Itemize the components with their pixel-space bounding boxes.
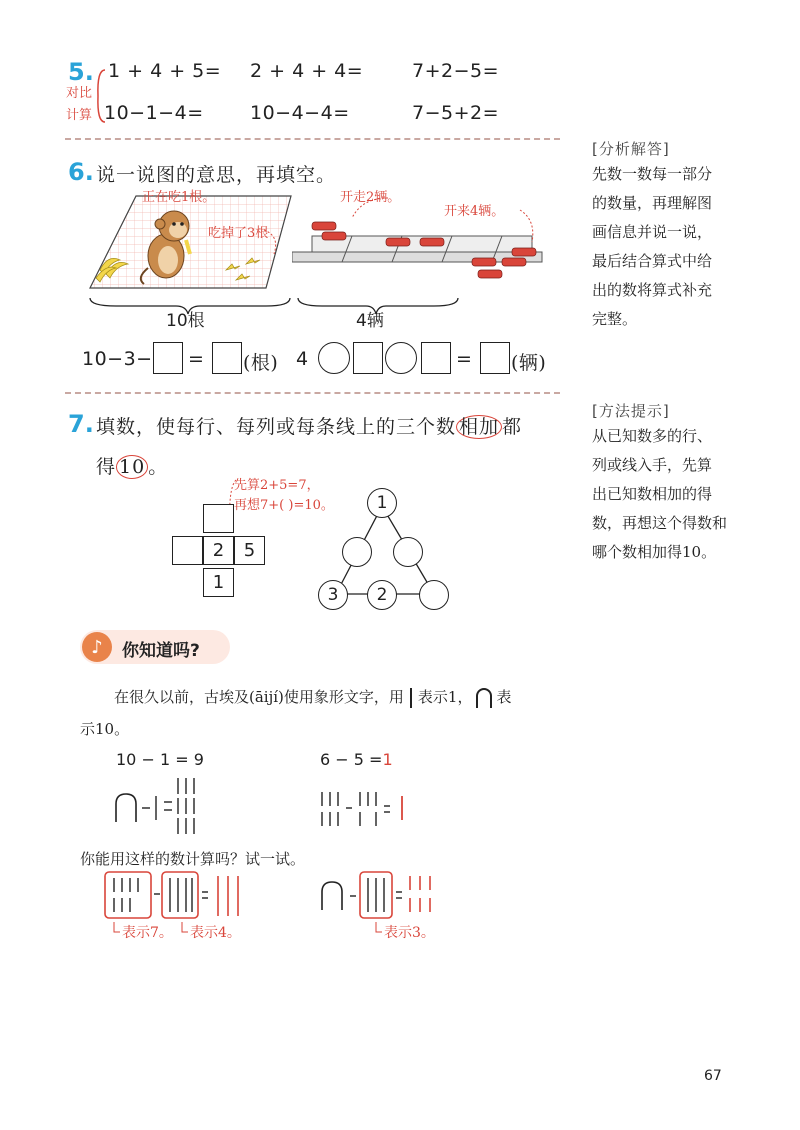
example-eq2-text: 6 − 5 = — [320, 750, 383, 769]
q7-hint-line1: 先算2+5=7， — [234, 478, 320, 493]
q5-expr-3: 7+2−5= — [412, 60, 500, 82]
know-text: 在很久以前，古埃及(āijí)使用象形文字，用 — [114, 688, 404, 706]
q7-prompt-line1 — [96, 412, 522, 439]
q5-note-compare: 对比 — [66, 86, 93, 101]
side2-line: 数，再想这个得数和 — [592, 514, 728, 532]
triangle-node-top: 1 — [367, 488, 397, 518]
side1-line: 完整。 — [592, 310, 638, 328]
circled-word: 相加 — [456, 415, 502, 439]
brace-label-4: 4辆 — [356, 311, 384, 331]
arch-glyph — [476, 688, 492, 708]
label-left: 开走2辆。 — [340, 190, 401, 205]
q5-expr-4: 10−1−4= — [104, 102, 204, 124]
eq1-unit: (根) — [243, 352, 279, 374]
practice-1-glyphs — [104, 870, 252, 922]
brace-label-10: 10根 — [166, 311, 205, 331]
divider-1 — [65, 138, 560, 140]
side1-line: 的数量，再理解图 — [592, 194, 713, 212]
triangle-node-empty[interactable] — [342, 537, 372, 567]
side2-line: 从已知数多的行、 — [592, 427, 713, 445]
answer-box[interactable] — [480, 342, 510, 374]
answer-box[interactable] — [421, 342, 451, 374]
triangle-node-mid: 2 — [367, 580, 397, 610]
label-came: 开来4辆。 — [444, 204, 505, 219]
q7-prompt-line2 — [96, 452, 168, 479]
q6-prompt: 说一说图的意思，再填空。 — [96, 164, 337, 186]
q5-expr-6: 7−5+2= — [412, 102, 500, 124]
side1-line: 出的数将算式补充 — [592, 281, 713, 299]
stroke-glyph — [410, 688, 412, 708]
label-ate: 吃掉了3根 — [208, 226, 269, 241]
q7-prompt-text: 。 — [148, 456, 169, 478]
eq2-equals: = — [456, 348, 473, 370]
cars-illustration — [292, 196, 554, 296]
operator-circle[interactable] — [385, 342, 417, 374]
grid-cell: 5 — [234, 536, 265, 565]
eq1-start: 10−3− — [82, 348, 153, 370]
page-number: 67 — [704, 1068, 722, 1084]
label-eating: 正在吃1根。 — [142, 190, 216, 205]
side1-line: 先数一数每一部分 — [592, 165, 713, 183]
grid-cell-empty[interactable] — [172, 536, 203, 565]
cross-grid — [172, 504, 272, 600]
side2-line: 出已知数相加的得 — [592, 485, 713, 503]
side1-head: [分析解答] — [592, 140, 670, 158]
side2-head: [方法提示] — [592, 402, 670, 420]
side2-text — [592, 422, 772, 567]
q7-number: 7. — [68, 410, 94, 438]
label-represents-4: 表示4。 — [190, 925, 241, 941]
know-line2: 示10。 — [80, 720, 130, 738]
triangle-node-left: 3 — [318, 580, 348, 610]
triangle-node-empty[interactable] — [419, 580, 449, 610]
side2-line: 哪个数相加得10。 — [592, 543, 717, 561]
q5-expr-5: 10−4−4= — [250, 102, 350, 124]
q6-number: 6. — [68, 158, 94, 186]
example-eq2-answer: 1 — [382, 750, 393, 769]
q7-prompt-text: 填数，使每行、每列或每条线上的三个数 — [96, 416, 457, 438]
triangle-node-empty[interactable] — [393, 537, 423, 567]
grid-cell-empty[interactable] — [203, 504, 234, 533]
answer-box[interactable] — [353, 342, 383, 374]
answer-box[interactable] — [212, 342, 242, 374]
know-line1 — [114, 686, 511, 708]
side2-line: 列或线入手，先算 — [592, 456, 713, 474]
label-represents-3: 表示3。 — [384, 925, 435, 941]
grid-cell: 1 — [203, 568, 234, 597]
know-banner — [80, 630, 230, 664]
eq1-equals: = — [188, 348, 205, 370]
q5-note-calc: 计算 — [66, 108, 93, 123]
know-text: 表示1， — [417, 688, 473, 706]
eq2-start: 4 — [296, 348, 309, 370]
grid-cell: 2 — [203, 536, 234, 565]
example-eq1: 10 − 1 = 9 — [116, 750, 204, 769]
hieroglyph-example-1 — [112, 774, 212, 838]
circled-number: 10 — [116, 455, 148, 479]
practice-2-glyphs — [318, 870, 446, 922]
side1-line: 画信息并说一说， — [592, 223, 713, 241]
side1-line: 最后结合算式中给 — [592, 252, 713, 270]
braces — [86, 296, 556, 318]
label-represents-7: 表示7。 — [122, 925, 173, 941]
q7-prompt-text: 都 — [502, 416, 523, 438]
divider-2 — [65, 392, 560, 394]
know-text: 表 — [496, 688, 512, 706]
side1-text — [592, 160, 772, 334]
lightbulb-icon: ♪ — [82, 632, 112, 662]
q7-hint-line2: 再想7+( )=10。 — [234, 498, 334, 513]
q7-prompt-text: 得 — [96, 456, 117, 478]
eq2-unit: (辆) — [511, 352, 547, 374]
q5-number: 5. — [68, 58, 94, 86]
q5-expr-1: 1 + 4 + 5= — [108, 60, 222, 82]
know-title: 你知道吗? — [122, 641, 200, 661]
q5-expr-2: 2 + 4 + 4= — [250, 60, 364, 82]
hieroglyph-example-2 — [316, 786, 416, 834]
operator-circle[interactable] — [318, 342, 350, 374]
example-eq2 — [320, 750, 393, 769]
ate-arrow — [262, 228, 286, 258]
answer-box[interactable] — [153, 342, 183, 374]
know-question: 你能用这样的数计算吗？试一试。 — [80, 850, 306, 868]
